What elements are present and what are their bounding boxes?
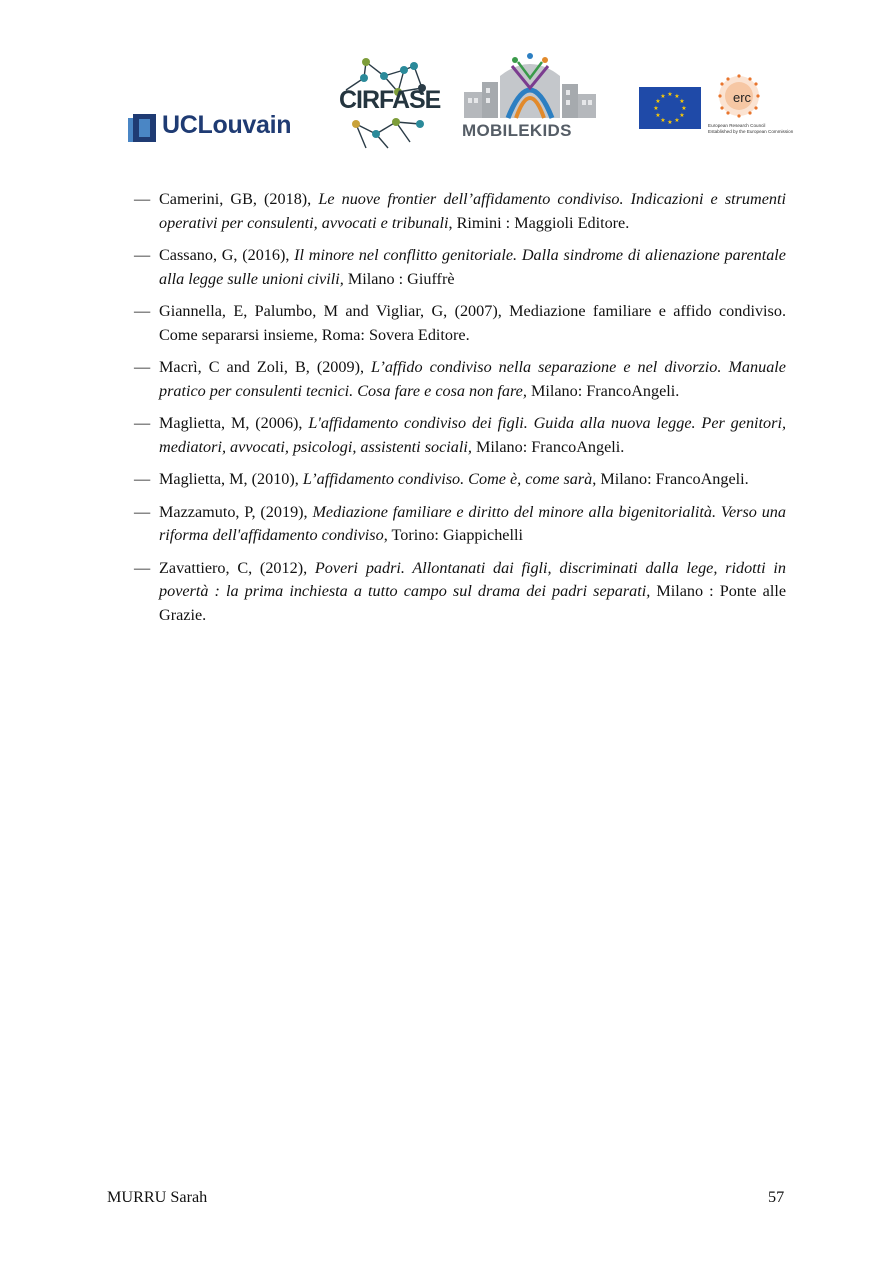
reference-authors: Camerini, GB, (2018), — [159, 190, 319, 208]
svg-text:★: ★ — [667, 91, 673, 98]
reference-title: Poveri padri. Allontanati dai figli, discriminati dalla lege, ridotti in povertà : la prima inchiesta a tutto campo sul drama dei padri separati, — [159, 558, 787, 600]
reference-publisher: Milano : Giuffrè — [343, 269, 455, 288]
eu-flag-logo — [639, 87, 701, 129]
reference-dash: — — [134, 190, 151, 208]
reference-publisher: Milano: FrancoAngeli. — [526, 381, 680, 400]
reference-title: L’affidamento condiviso. Come è, come sarà — [302, 470, 593, 488]
reference-item — [134, 468, 786, 492]
reference-authors: Maglietta, M, (2010), — [159, 470, 303, 488]
reference-item — [134, 244, 786, 291]
erc-logo — [704, 72, 794, 142]
reference-item — [134, 300, 786, 347]
svg-text:★: ★ — [679, 98, 685, 105]
reference-title: Il minore nel conflitto genitoriale. Dalla sindrome di alienazione parentale alla legge sulle unioni civili, — [159, 246, 786, 288]
mobilekids-wordmark: MOBILEKIDS — [462, 121, 572, 140]
reference-item — [134, 501, 786, 548]
svg-text:★: ★ — [681, 105, 687, 112]
reference-item — [134, 557, 786, 628]
reference-authors: Cassano, G, (2016), — [159, 246, 295, 264]
reference-dash: — — [134, 502, 151, 521]
reference-dash: — — [134, 358, 151, 376]
mobilekids-building-icon — [460, 52, 600, 122]
reference-dash: — — [134, 302, 151, 320]
reference-dash: — — [134, 558, 151, 577]
mobilekids-logo — [460, 52, 600, 144]
svg-text:★: ★ — [653, 105, 659, 112]
erc-wordmark: erc — [733, 90, 752, 105]
erc-tagline — [708, 123, 794, 135]
svg-text:★: ★ — [660, 117, 666, 124]
reference-authors: Zavattiero, C, (2012), — [159, 558, 315, 577]
reference-authors: Mazzamuto, P, (2019), — [159, 502, 313, 521]
reference-title: L'affidamento condiviso dei figli. Guida alla nuova legge. Per genitori, mediatori, avvocati, psicologi, assistenti sociali, — [159, 414, 786, 456]
page-number: 57 — [768, 1188, 785, 1206]
reference-title: L’affido condiviso nella separazione e nel divorzio. Manuale pratico per consulenti tecnici. Cosa fare e cosa non fare, — [159, 358, 786, 400]
reference-authors: Macrì, C and Zoli, B, (2009), — [159, 358, 372, 376]
reference-item — [134, 188, 786, 235]
reference-item — [134, 412, 786, 459]
svg-text:★: ★ — [655, 98, 661, 105]
reference-publisher: , Milano: FrancoAngeli. — [592, 470, 749, 488]
reference-dash: — — [134, 414, 151, 432]
reference-title: Le nuove frontier dell’affidamento condiviso. Indicazioni e strumenti operativi per consulenti, avvocati e tribunali — [159, 190, 786, 232]
erc-tagline-line2: Established by the European Commission — [708, 129, 794, 134]
reference-publisher: , Torino: Giappichelli — [383, 526, 523, 544]
reference-publisher: Milano: FrancoAngeli. — [471, 437, 625, 456]
erc-tagline-line1: European Research Council — [708, 123, 766, 128]
uclouvain-wordmark: UCLouvain — [162, 111, 292, 139]
svg-text:★: ★ — [674, 117, 680, 124]
uclouvain-logo — [128, 110, 318, 146]
uclouvain-mark-icon — [128, 114, 156, 142]
svg-text:★: ★ — [655, 112, 661, 119]
reference-dash: — — [134, 470, 151, 488]
reference-authors: Maglietta, M, (2006), — [159, 414, 309, 432]
reference-publisher: , Rimini : Maggioli Editore. — [448, 213, 630, 232]
reference-authors: Giannella, E, Palumbo, M and Vigliar, G, (2007), Mediazione familiare e affido condiviso. Come separarsi insieme, Roma: Sovera Editore. — [159, 302, 786, 344]
header-logos — [0, 0, 892, 170]
svg-text:★: ★ — [674, 93, 680, 100]
reference-item — [134, 356, 786, 403]
reference-dash: — — [134, 246, 151, 264]
footer-author: MURRU Sarah — [107, 1188, 208, 1206]
cirfase-logo — [336, 52, 441, 152]
eu-flag-icon — [639, 87, 701, 129]
cirfase-wordmark: CIRFASE — [339, 86, 441, 114]
svg-text:★: ★ — [679, 112, 685, 119]
svg-text:★: ★ — [667, 119, 673, 126]
svg-text:★: ★ — [660, 93, 666, 100]
reference-list — [134, 188, 786, 636]
reference-title: Mediazione familiare e diritto del minore alla bigenitorialità. Verso una riforma dell'affidamento condiviso — [159, 502, 786, 544]
reference-publisher: Milano : Ponte alle Grazie. — [159, 582, 786, 624]
